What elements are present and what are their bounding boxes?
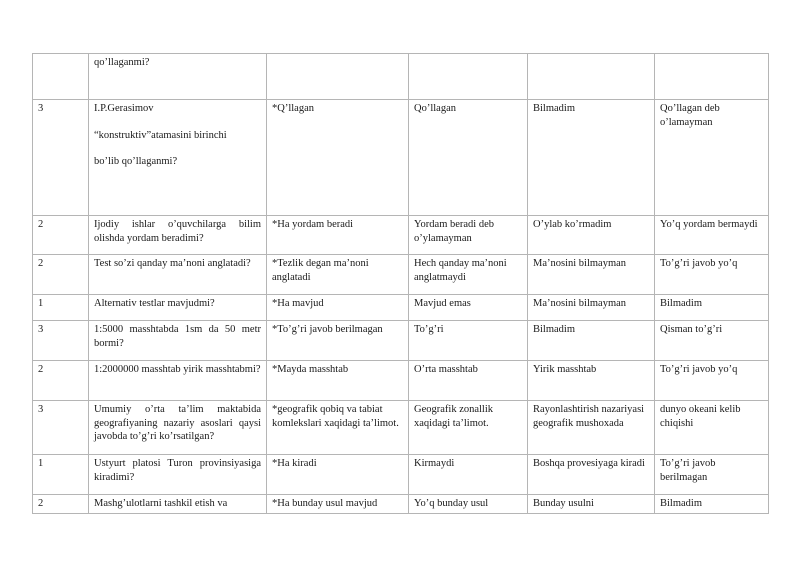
answer-option-b-cell: Geografik zonallik xaqidagi ta’limot. bbox=[409, 401, 528, 455]
answer-option-d-cell: To’g’ri javob yo’q bbox=[655, 361, 769, 401]
question-cell bbox=[89, 321, 267, 361]
answer-option-d-cell: dunyo okeani kelib chiqishi bbox=[655, 401, 769, 455]
quiz-table bbox=[32, 53, 769, 514]
answer-option-b-cell: Hech qanday ma’noni anglatmaydi bbox=[409, 255, 528, 295]
question-text-line: 1:5000 masshtabda 1sm da 50 metr bormi? bbox=[94, 324, 261, 349]
question-text-line: “konstruktiv”atamasini birinchi bbox=[94, 129, 227, 141]
question-text-line: qo’llaganmi? bbox=[94, 57, 150, 68]
answer-option-a-cell: *geografik qobiq va tabiat komlekslari xaqidagi ta’limot. bbox=[267, 401, 409, 455]
answer-option-b-cell: Yordam beradi deb o’ylamayman bbox=[409, 216, 528, 255]
question-text-line: Test so’zi qanday ma’noni anglatadi? bbox=[94, 258, 251, 269]
answer-option-d-cell: To’g’ri javob yo’q bbox=[655, 255, 769, 295]
answer-option-c-cell: Rayonlashtirish nazariyasi geografik mushoxada bbox=[528, 401, 655, 455]
question-cell bbox=[89, 495, 267, 514]
row-number-cell: 2 bbox=[33, 495, 89, 514]
question-text-line: Ijodiy ishlar o’quvchilarga bilim olishda yordam beradimi? bbox=[94, 219, 261, 244]
row-number-cell bbox=[33, 54, 89, 100]
table-row bbox=[33, 401, 769, 455]
row-number-cell: 3 bbox=[33, 100, 89, 216]
answer-option-d-cell: Yo’q yordam bermaydi bbox=[655, 216, 769, 255]
question-cell bbox=[89, 54, 267, 100]
answer-option-c-cell: Boshqa provesiyaga kiradi bbox=[528, 455, 655, 495]
answer-option-b-cell: Mavjud emas bbox=[409, 295, 528, 321]
table-row bbox=[33, 455, 769, 495]
answer-option-a-cell: *Ha kiradi bbox=[267, 455, 409, 495]
answer-option-a-cell: *Mayda masshtab bbox=[267, 361, 409, 401]
answer-option-b-cell: O’rta masshtab bbox=[409, 361, 528, 401]
question-text-line: Alternativ testlar mavjudmi? bbox=[94, 298, 215, 309]
question-text-line: Mashg’ulotlarni tashkil etish va bbox=[94, 498, 228, 509]
row-number-cell: 2 bbox=[33, 216, 89, 255]
answer-option-a-cell: *Ha mavjud bbox=[267, 295, 409, 321]
answer-option-d-cell bbox=[655, 54, 769, 100]
answer-option-a-cell: *Ha yordam beradi bbox=[267, 216, 409, 255]
answer-option-b-cell bbox=[409, 54, 528, 100]
table-row bbox=[33, 295, 769, 321]
table-row bbox=[33, 321, 769, 361]
answer-option-d-cell: Bilmadim bbox=[655, 295, 769, 321]
answer-option-b-cell: Qo’llagan bbox=[409, 100, 528, 216]
answer-option-a-cell: *To’g’ri javob berilmagan bbox=[267, 321, 409, 361]
answer-option-d-cell: Bilmadim bbox=[655, 495, 769, 514]
question-cell bbox=[89, 255, 267, 295]
answer-option-a-cell: *Ha bunday usul mavjud bbox=[267, 495, 409, 514]
answer-option-c-cell: Ma’nosini bilmayman bbox=[528, 255, 655, 295]
question-cell bbox=[89, 216, 267, 255]
row-number-cell: 1 bbox=[33, 455, 89, 495]
question-cell bbox=[89, 401, 267, 455]
table-row bbox=[33, 216, 769, 255]
answer-option-d-cell: To’g’ri javob berilmagan bbox=[655, 455, 769, 495]
row-number-cell: 1 bbox=[33, 295, 89, 321]
answer-option-d-cell: Qo’llagan deb o’lamayman bbox=[655, 100, 769, 216]
question-text-line: 1:2000000 masshtab yirik masshtabmi? bbox=[94, 364, 261, 375]
row-number-cell: 2 bbox=[33, 361, 89, 401]
table-row bbox=[33, 495, 769, 514]
question-cell bbox=[89, 100, 267, 216]
answer-option-a-cell: *Q’llagan bbox=[267, 100, 409, 216]
table-row bbox=[33, 361, 769, 401]
answer-option-b-cell: Yo’q bunday usul bbox=[409, 495, 528, 514]
row-number-cell: 2 bbox=[33, 255, 89, 295]
row-number-cell: 3 bbox=[33, 321, 89, 361]
answer-option-c-cell: O’ylab ko’rmadim bbox=[528, 216, 655, 255]
table-row bbox=[33, 255, 769, 295]
question-cell bbox=[89, 455, 267, 495]
question-cell bbox=[89, 361, 267, 401]
answer-option-c-cell bbox=[528, 54, 655, 100]
table-row bbox=[33, 100, 769, 216]
answer-option-a-cell bbox=[267, 54, 409, 100]
answer-option-c-cell: Yirik masshtab bbox=[528, 361, 655, 401]
quiz-table-body bbox=[33, 54, 769, 514]
question-cell bbox=[89, 295, 267, 321]
answer-option-c-cell: Bunday usulni bbox=[528, 495, 655, 514]
question-text-line: bo’lib qo’llaganmi? bbox=[94, 156, 178, 167]
question-text-line: Ustyurt platosi Turon provinsiyasiga kiradimi? bbox=[94, 458, 261, 483]
answer-option-b-cell: Kirmaydi bbox=[409, 455, 528, 495]
row-number-cell: 3 bbox=[33, 401, 89, 455]
answer-option-d-cell: Qisman to’g’ri bbox=[655, 321, 769, 361]
question-text-line: I.P.Gerasimov bbox=[94, 103, 154, 114]
question-text-line: Umumiy o’rta ta’lim maktabida geografiyaning nazariy asoslari qaysi javobda to’g’ri ko’rsatilgan? bbox=[94, 404, 261, 442]
answer-option-c-cell: Bilmadim bbox=[528, 100, 655, 216]
table-row bbox=[33, 54, 769, 100]
answer-option-c-cell: Ma’nosini bilmayman bbox=[528, 295, 655, 321]
answer-option-b-cell: To’g’ri bbox=[409, 321, 528, 361]
answer-option-c-cell: Bilmadim bbox=[528, 321, 655, 361]
answer-option-a-cell: *Tezlik degan ma’noni anglatadi bbox=[267, 255, 409, 295]
